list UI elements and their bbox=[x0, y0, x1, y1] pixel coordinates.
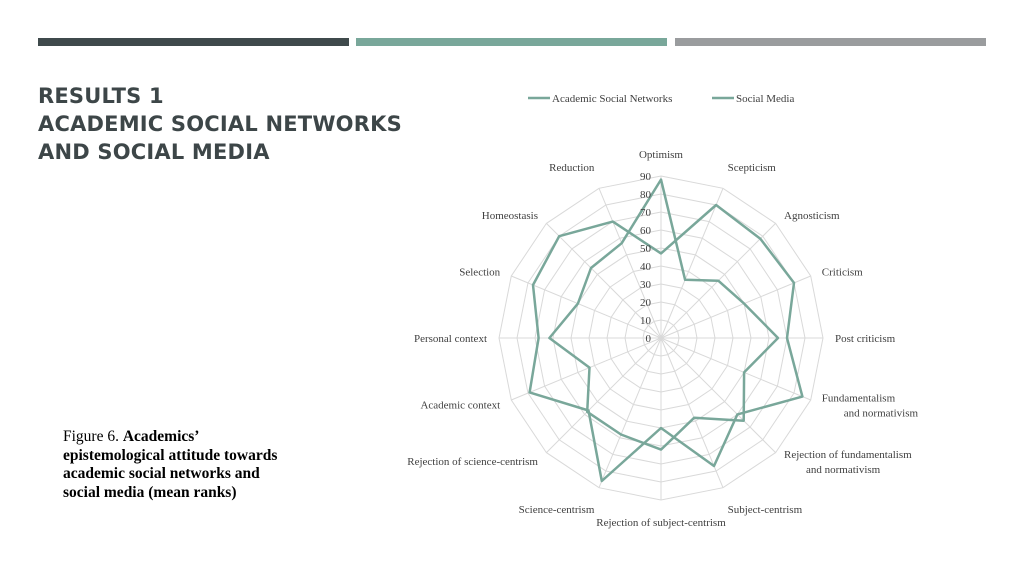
tick-label: 0 bbox=[645, 333, 651, 345]
tick-label: 90 bbox=[640, 171, 651, 183]
category-label: Rejection of subject-centrism bbox=[596, 517, 726, 529]
grid-spoke bbox=[599, 188, 661, 338]
category-label: Homeostasis bbox=[481, 210, 538, 222]
radar-series bbox=[530, 180, 803, 481]
grid-spoke bbox=[661, 338, 776, 453]
category-label: Criticism bbox=[821, 266, 863, 279]
grid-spoke bbox=[599, 338, 661, 488]
category-label: Optimism bbox=[638, 149, 684, 161]
radial-tick-labels bbox=[640, 171, 652, 345]
tick-label: 80 bbox=[640, 189, 651, 201]
category-label: Subject-centrism bbox=[727, 503, 803, 516]
tick-label: 10 bbox=[640, 315, 651, 327]
category-label: Agnosticism bbox=[784, 210, 840, 222]
category-label: Rejection of science-centrism bbox=[407, 456, 538, 468]
category-label bbox=[822, 393, 919, 420]
category-label-line: and normativism bbox=[806, 464, 881, 476]
legend-label-2: Social Media bbox=[736, 93, 795, 105]
category-label: Post criticism bbox=[835, 333, 896, 345]
caption-prefix: Figure 6. bbox=[63, 428, 123, 445]
tick-label: 60 bbox=[640, 225, 651, 237]
category-label: Personal context bbox=[413, 333, 487, 345]
grid-spoke bbox=[661, 188, 723, 338]
tick-label: 70 bbox=[640, 207, 651, 219]
tick-label: 30 bbox=[640, 279, 651, 291]
chart-legend bbox=[528, 93, 794, 105]
title-line-3: AND SOCIAL MEDIA bbox=[38, 140, 270, 164]
tick-label: 40 bbox=[640, 261, 651, 273]
category-label: Science-centrism bbox=[518, 503, 595, 516]
title-line-1: RESULTS 1 bbox=[38, 84, 164, 108]
title-line-2: ACADEMIC SOCIAL NETWORKS bbox=[38, 112, 402, 136]
legend-label-1: Academic Social Networks bbox=[552, 93, 673, 105]
tick-label: 20 bbox=[640, 297, 651, 309]
grid-spoke bbox=[546, 338, 661, 453]
category-label-line: and normativism bbox=[843, 407, 919, 420]
category-label: Selection bbox=[459, 266, 501, 279]
radar-grid bbox=[499, 176, 823, 500]
category-label: Scepticism bbox=[727, 162, 776, 175]
category-label-line: Rejection of fundamentalism bbox=[784, 449, 912, 461]
tick-label: 50 bbox=[640, 243, 651, 255]
caption-bold: Academics’ epistemological attitude towards academic social networks and social media (mean ranks) bbox=[63, 428, 278, 501]
category-label: Academic context bbox=[420, 399, 501, 412]
category-label: Reduction bbox=[549, 162, 595, 175]
category-label-line: Fundamentalism bbox=[821, 392, 896, 405]
category-label bbox=[784, 449, 912, 476]
